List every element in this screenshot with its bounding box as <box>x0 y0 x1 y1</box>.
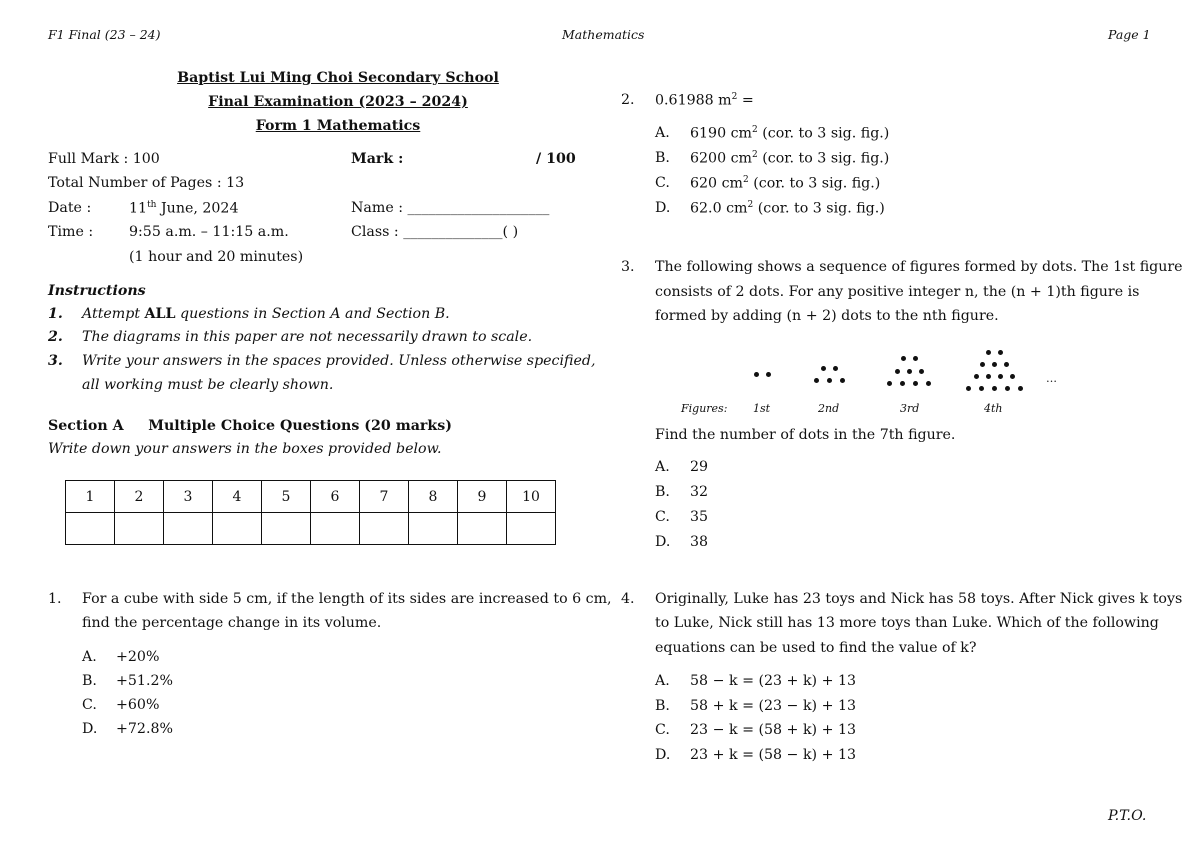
q3-option-label: B. <box>655 484 670 500</box>
q3-option-a: 29 <box>690 459 709 475</box>
answer-grid-header-row <box>66 481 556 513</box>
dot <box>895 369 900 374</box>
dot <box>1018 386 1023 391</box>
q4-stem: Originally, Luke has 23 toys and Nick has 58 toys. After Nick gives k toys <box>655 591 1183 607</box>
q2-option-label: A. <box>655 125 670 141</box>
answer-grid-header: 7 <box>360 481 409 513</box>
dot <box>907 369 912 374</box>
section-a-title: Section A Multiple Choice Questions (20 marks) <box>48 418 452 434</box>
date-label: Date : <box>48 200 92 216</box>
instruction-item: Attempt ALL questions in Section A and Section B. <box>82 306 450 322</box>
answer-box[interactable] <box>262 513 311 545</box>
full-mark: Full Mark : 100 <box>48 151 160 167</box>
q4-option-label: B. <box>655 698 670 714</box>
dot <box>766 372 771 377</box>
q1-number: 1. <box>48 591 62 607</box>
answer-box[interactable] <box>213 513 262 545</box>
dot <box>900 381 905 386</box>
answer-grid-header: 9 <box>458 481 507 513</box>
q4-option-a: 58 − k = (23 + k) + 13 <box>690 673 857 689</box>
header-center: Mathematics <box>562 27 645 42</box>
dot <box>754 372 759 377</box>
dot <box>992 362 997 367</box>
duration: (1 hour and 20 minutes) <box>129 249 304 265</box>
q4-option-label: A. <box>655 673 670 689</box>
dot <box>901 356 906 361</box>
instruction-item: The diagrams in this paper are not necessarily drawn to scale. <box>82 329 533 345</box>
q4-option-label: D. <box>655 747 671 763</box>
q1-option-a: +20% <box>116 649 160 665</box>
dot <box>913 356 918 361</box>
q1-option-label: B. <box>82 673 97 689</box>
q1-option-label: C. <box>82 697 97 713</box>
answer-grid-header: 3 <box>164 481 213 513</box>
section-a-subtitle: Write down your answers in the boxes provided below. <box>48 441 442 457</box>
q3-figure-name: 2nd <box>818 402 840 415</box>
answer-grid <box>65 480 556 545</box>
dot <box>966 386 971 391</box>
answer-grid-header: 8 <box>409 481 458 513</box>
mark-total: / 100 <box>536 151 576 167</box>
dot <box>840 378 845 383</box>
q3-stem-cont: consists of 2 dots. For any positive integer n, the (n + 1)th figure is <box>655 284 1140 300</box>
q1-stem-cont: find the percentage change in its volume. <box>82 615 382 631</box>
dot <box>814 378 819 383</box>
dot <box>1010 374 1015 379</box>
q2-number: 2. <box>621 92 635 108</box>
dot <box>926 381 931 386</box>
answer-box[interactable] <box>409 513 458 545</box>
dot <box>986 374 991 379</box>
q4-option-b: 58 + k = (23 − k) + 13 <box>690 698 857 714</box>
q1-option-d: +72.8% <box>116 721 173 737</box>
total-pages: Total Number of Pages : 13 <box>48 175 245 191</box>
q3-ellipsis: … <box>1046 372 1057 385</box>
q2-option-a: 6190 $cm^2$ (cor. to 3 sig. fig.) <box>690 125 890 142</box>
q1-stem: For a cube with side 5 cm, if the length of its sides are increased to 6 cm, <box>82 591 612 607</box>
answer-grid-answer-row <box>66 513 556 545</box>
answer-grid-header: 6 <box>311 481 360 513</box>
dot <box>887 381 892 386</box>
q3-figure-name: 1st <box>753 402 771 415</box>
dot <box>827 378 832 383</box>
answer-box[interactable] <box>458 513 507 545</box>
dot <box>833 366 838 371</box>
answer-box[interactable] <box>311 513 360 545</box>
answer-box[interactable] <box>115 513 164 545</box>
time-label: Time : <box>48 224 94 240</box>
q2-stem: 0.61988 $m^2$ = <box>655 92 754 109</box>
q3-number: 3. <box>621 259 635 275</box>
answer-box[interactable] <box>360 513 409 545</box>
dot <box>1005 386 1010 391</box>
name-field: Name : ____________________ <box>351 200 550 216</box>
q3-option-label: D. <box>655 534 671 550</box>
class-field: Class : ______________( ) <box>351 224 519 240</box>
q3-stem-cont: formed by adding (n + 2) dots to the nth figure. <box>655 308 999 324</box>
pto-footer: P.T.O. <box>1108 808 1147 824</box>
instruction-number: 1. <box>48 306 63 322</box>
answer-grid-header: 5 <box>262 481 311 513</box>
answer-box[interactable] <box>507 513 556 545</box>
q2-option-d: 62.0 $cm^2$ (cor. to 3 sig. fig.) <box>690 200 885 217</box>
answer-grid-header: 10 <box>507 481 556 513</box>
q3-option-label: A. <box>655 459 670 475</box>
q1-option-label: D. <box>82 721 98 737</box>
answer-grid-header: 4 <box>213 481 262 513</box>
dot <box>1004 362 1009 367</box>
dot <box>913 381 918 386</box>
dot <box>986 350 991 355</box>
answer-grid-header: 2 <box>115 481 164 513</box>
date-value: 11th June, 2024 <box>129 200 239 217</box>
instruction-item: Write your answers in the spaces provided. Unless otherwise specified, <box>82 353 596 369</box>
q1-option-c: +60% <box>116 697 160 713</box>
q3-figure-name: 4th <box>984 402 1003 415</box>
q3-option-c: 35 <box>690 509 709 525</box>
q4-stem-cont: to Luke, Nick still has 13 more toys than Luke. Which of the following <box>655 615 1159 631</box>
subject-title: Form 1 Mathematics <box>255 118 421 134</box>
dot <box>998 350 1003 355</box>
q3-option-b: 32 <box>690 484 709 500</box>
dot <box>992 386 997 391</box>
dot <box>919 369 924 374</box>
q3-stem: The following shows a sequence of figures formed by dots. The 1st figure <box>655 259 1183 275</box>
q4-stem-cont: equations can be used to find the value of k? <box>655 640 977 656</box>
header-right: Page 1 <box>1108 27 1151 42</box>
q2-option-c: 620 $cm^2$ (cor. to 3 sig. fig.) <box>690 175 881 192</box>
q3-option-label: C. <box>655 509 670 525</box>
instruction-item-cont: all working must be clearly shown. <box>82 377 334 393</box>
q1-option-label: A. <box>82 649 97 665</box>
q3-figures-label: Figures: <box>681 402 728 415</box>
q4-number: 4. <box>621 591 635 607</box>
q2-option-label: D. <box>655 200 671 216</box>
dot <box>979 386 984 391</box>
instruction-number: 2. <box>48 329 63 345</box>
school-name: Baptist Lui Ming Choi Secondary School <box>177 70 499 86</box>
answer-grid-header: 1 <box>66 481 115 513</box>
q3-figure-name: 3rd <box>900 402 920 415</box>
instructions-title: Instructions <box>48 283 146 299</box>
dot <box>821 366 826 371</box>
answer-box[interactable] <box>164 513 213 545</box>
q2-option-label: B. <box>655 150 670 166</box>
dot <box>980 362 985 367</box>
instruction-number: 3. <box>48 353 63 369</box>
q4-option-label: C. <box>655 722 670 738</box>
exam-title: Final Examination (2023 – 2024) <box>208 94 468 110</box>
q4-option-c: 23 − k = (58 + k) + 13 <box>690 722 857 738</box>
dot <box>974 374 979 379</box>
mark-label: Mark : <box>351 151 404 167</box>
q3-question: Find the number of dots in the 7th figure. <box>655 427 956 443</box>
q2-option-label: C. <box>655 175 670 191</box>
time-value: 9:55 a.m. – 11:15 a.m. <box>129 224 289 240</box>
q1-option-b: +51.2% <box>116 673 173 689</box>
answer-box[interactable] <box>66 513 115 545</box>
header-left: F1 Final (23 – 24) <box>48 27 161 42</box>
q2-option-b: 6200 $cm^2$ (cor. to 3 sig. fig.) <box>690 150 890 167</box>
q4-option-d: 23 + k = (58 − k) + 13 <box>690 747 857 763</box>
q3-option-d: 38 <box>690 534 709 550</box>
dot <box>998 374 1003 379</box>
